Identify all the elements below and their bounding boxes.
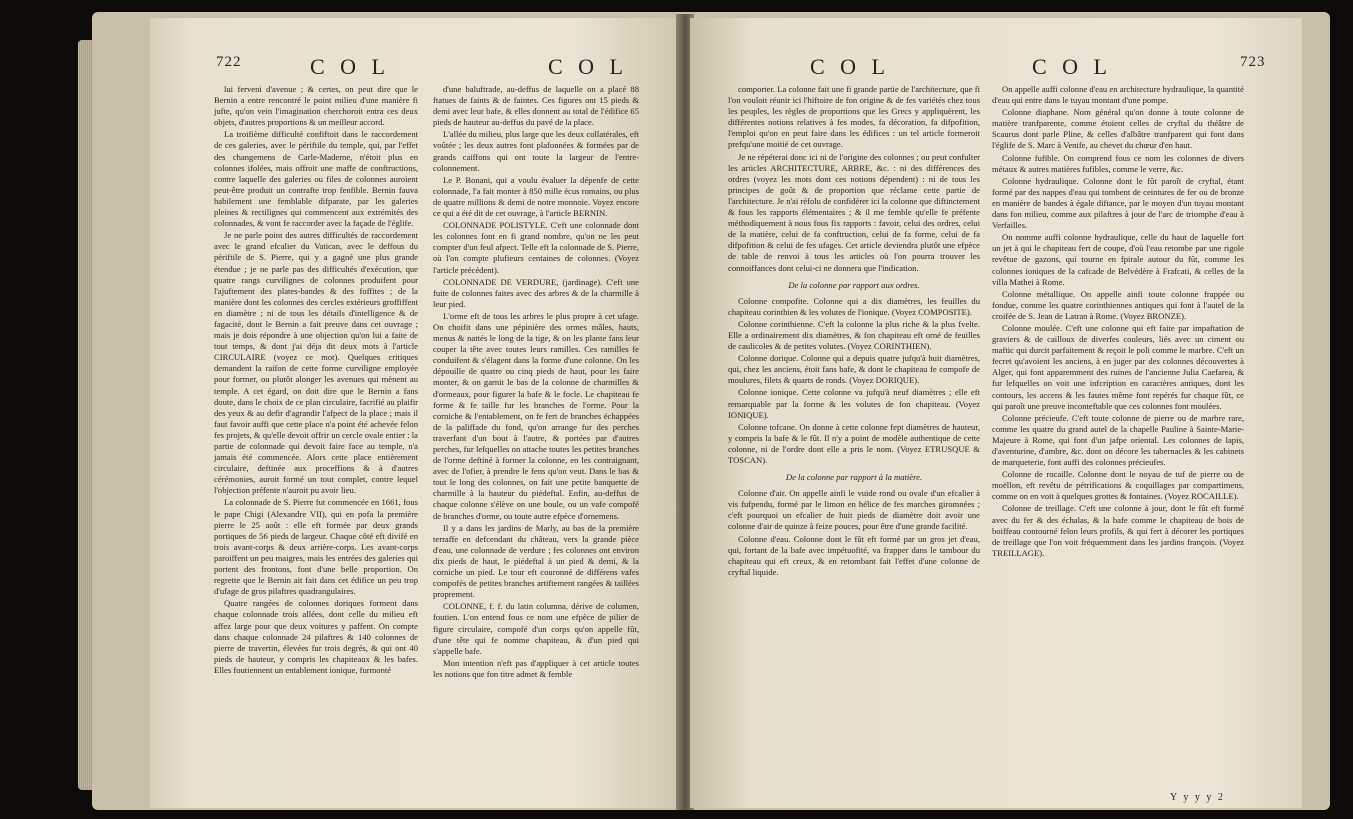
right-headword-2: C O L (1032, 54, 1112, 79)
right-page-column-1 (728, 84, 980, 806)
paragraph: On nomme auffi colonne hydraulique, celle du haut de laquelle fort un jet à qui le chapiteau fert de coupe, d'où l'eau retombe par une rigole revêtue de gazons, qui tourne en fpirale autour du fût, comme les colonnes ioniques de la cafcade de Belvédère à Frafcati, & celles de la villa Mathei à Rome. (992, 232, 1244, 287)
paragraph: COLONNADE DE VERDURE, (jardinage). C'eft une fuite de colonnes faites avec des arbres & de la charmille à leur pied. (433, 276, 639, 309)
paragraph: lui ferveni d'avenue ; & certes, on peut dire que le Bernin a entre rencontré le point milieu d'une manière fi jufte, qu'on vein l'imagination cherchoroit entra ces deux objets, d'autres proportions & un meilleur accord. (214, 84, 418, 128)
paragraph: Colonne corinthienne. C'eft la colonne la plus riche & la plus fvelte. Elle a ordinairement dix diamètres, & fon chapiteau eft orné de feuilles de caulicoles & de petites volutes. (Voyez CORINTHIEN). (728, 318, 980, 352)
section-heading: De la colonne par rapport aux ordres. (788, 279, 920, 290)
paragraph: Mon intention n'eft pas d'appliquer à cet article toutes les notions que fon titre admet & femble (433, 657, 639, 679)
paragraph: Il y a dans les jardins de Marly, au bas de la première terraffe en defcendant du château, vers la grande pièce d'eau, une colonnade de verdure ; fes colonnes ont environ dix pieds de haut, le piédeftal à un pied & demi, & la corniche un pied. Le tour eft couronné de différens vafes compofés de petites branches artiftement rangées & taillées proprement. (433, 522, 639, 600)
paragraph: La troifième difficulté confiftoit dans le raccordement de ces galeries, avec le périftile du temple, qui, par l'effet des changemens de Carle-Maderne, n'étoit plus en colonnes ifolées, mais offroit une maffe de conftructions, contre laquelle des galeries ou files de colonnes auroient peut-être produit un contrafte trop fenfible. Bernin fauva habilement une femblable difparate, par les galeries pleines & rectilignes qui commencent aux extrémités des colonnades, & vont fe raccorder avec la façade de l'églife. (214, 129, 418, 229)
signature-mark: Y y y y 2 (1170, 792, 1225, 803)
paragraph: Le P. Bonani, qui a voulu évaluer la dépenfe de cette colonnade, l'a fait monter à 850 mille écus romains, ou plus de quatre millions & demi de notre monnoie. Voyez encore ce qui a été dit de cet ouvrage, à l'article BERNIN. (433, 174, 639, 219)
paragraph: comporter. La colonne fait une fi grande partie de l'architecture, que fi l'on vouloit réunir ici l'hiftoire de fon origine & de fes variétés chez tous les peuples, les règles de proportions que les Grecs y appliquèrent, les différentes notions relatives à fes modes, fa décoration, fa difpofition, l'emploi qu'on en peut faire dans les édifices : un tel article formeroit prefqu'une moitié de cet ouvrage. (728, 84, 980, 150)
paragraph: Colonne d'air. On appelle ainfi le vuide rond ou ovale d'un efcalier à vis fufpendu, formé par le limon en hélice de fes marches giromnées ; c'eft pourquoi un efcalier de huit pieds de diamètre doit avoir une colonne d'air de quinze à feize pouces, pour être d'une grande facilité. (728, 488, 980, 532)
left-running-head (150, 54, 680, 84)
right-page (690, 18, 1302, 808)
paragraph: Colonne fufible. On comprend fous ce nom les colonnes de divers métaux & autres matières fufibles, comme le verre, &c. (992, 152, 1244, 174)
paragraph: COLONNE, f. f. du latin columna, dérive de columen, foutien. L'on entend fous ce nom une efpèce de pilier de figure circulaire, compofé d'un corps qu'on appelle fût, d'une tête qui fe nomme chapiteau, & d'un pied qui s'appelle bafe. (433, 601, 639, 656)
left-page-number: 722 (216, 54, 242, 70)
paragraph: Colonne métallique. On appelle ainfi toute colonne frappée ou fondue, comme les quatre corinthiennes antiques qui font à l'autel de la croifée de S. Jean de Latran à Rome. (Voyez BRONZE). (992, 288, 1244, 321)
paragraph: Colonne compofite. Colonne qui a dix diamètres, les feuilles du chapiteau corinthien & les volutes de l'ionique. (Voyez COMPOSITE). (728, 295, 980, 317)
left-headword-1: C O L (310, 54, 390, 79)
paragraph: On appelle auffi colonne d'eau en architecture hydraulique, la quantité d'eau qui entre dans le tuyau montant d'une pompe. (992, 84, 1244, 106)
right-page-column-2 (992, 84, 1244, 794)
paragraph: Colonne de treillage. C'eft une colonne à jour, dont le fût eft formé avec du fer & des échalas, & la bafe comme le chapiteau de bois de boiffeau contourné felon leurs profils, & qui fert à décorer les portiques de treillage que l'on voit fréquemment dans les jardins françois. (Voyez TREILLAGE). (992, 503, 1244, 558)
paragraph: COLONNADE POLISTYLE. C'eft une colonnade dont les colonnes font en fi grand nombre, qu'on ne les peut compter d'un feul afpect. Telle eft la colonnade de S. Pierre, où l'on compte plufieurs centaines de colonnes. (Voyez l'article précédent). (433, 220, 639, 275)
paragraph: Colonne dorique. Colonne qui a depuis quatre jufqu'à huit diamètres, qui, chez les anciens, étoit fans bafe, & dont le chapiteau fe compofe de moulures, filets & quarts de ronds. (Voyez DORIQUE). (728, 353, 980, 386)
paragraph: Je ne parle point des autres difficultés de raccordement avec le grand efcalier du Vatican, avec le deffous du périftile de S. Pierre, qui y a gagné une plus grande étendue ; je ne parle pas des difficultés d'exécution, que quatre rangs curvilignes de colonnes produifent pour l'ajuftement des plates-bandes & des foffites ; de la manière dont les colonnes des cercles extérieurs groffiffent en diamètre ; ni de tous les détails d'intelligence & de fagacité, dont le Bernin a fait preuve dans cet ouvrage ; mais je dois répondre à une objection qu'on lui a faite de tout temps, & dont j'ai déja dit deux mots à l'article CIRCULAIRE (voyez ce mot). Quelques critiques demandent la raifon de cette forme curviligne employée pour former, ou plutôt alonger les avenues qui mènent au temple. A cet égard, on doit dire que le Bernin a fans doute, dans le choix de ce plan circulaire, facrifié au plaifir des yeux & au defir d'agrandir l'afpect de la place ; mais il faut favoir auffi que cette place n'a point été achevée felon fes projets, & qu'elle devoit offrir un cercle ovale entier : la partie de colonnade qui devoit faire face au temple, n'a jamais été commencée. Alors cette place entièrement circulaire, deftinée aux proceffions & à d'autres cérémonies, auroit formé un tout complet, contre lequel l'objection préfente n'auroit pu avoir lieu. (214, 230, 418, 496)
paragraph: Colonne de rocaille. Colonne dont le noyau de tuf de pierre ou de moëllon, eft revêtu de pétrifications & coquillages par compartimens, comme on en voit à quelques grottes & fontaines. (Voyez ROCAILLE). (992, 469, 1244, 502)
paragraph: d'une baluftrade, au-deffus de laquelle on a placé 88 ftatues de faints & de faintes. Ces figures ont 15 pieds & demi avec leur bafe, & elles donnent au total de l'édifice 65 pieds de hauteur au-deffus du pavé de la place. (433, 84, 639, 128)
paragraph: L'allée du milieu, plus large que les deux collatérales, eft voûtée ; les deux autres font plafonnées & formées par de grands caiffons qui ont toute la largeur de l'entre-colonnement. (433, 129, 639, 173)
right-headword-1: C O L (810, 54, 890, 79)
right-running-head (690, 54, 1302, 84)
paragraph: Colonne tofcane. On donne à cette colonne fept diamètres de hauteur, y compris la bafe & le fût. Il n'y a point de modèle authentique de cette colonne, ni de l'ordre dont elle a pris le nom. (Voyez ETRUSQUE & TOSCAN). (728, 421, 980, 465)
paragraph: Colonne ionique. Cette colonne va jufqu'à neuf diamètres ; elle eft remarquable par la forme & les volutes de fon chapiteau. (Voyez IONIQUE). (728, 387, 980, 420)
paragraph: Quatre rangées de colonnes doriques forment dans chaque colonnade trois allées, dont celle du milieu eft affez large pour que deux voitures y paffent. On compte dans chaque colonnade 24 pilaftres & 140 colonnes de pierre de travertin, élevées fur trois degrés, & qui ont 40 pieds de hauteur, y compris les chapiteaux & les bafes. Elles foutiennent un entablement ionique, furmonté (214, 598, 418, 675)
paragraph: Colonne précieufe. C'eft toute colonne de pierre ou de marbre rare, comme les quatre du grand autel de la chapelle Pauline à Sainte-Marie-Majeure à Rome, qui font d'un jafpe oriental. Les colonnes de lapis, d'aventurine, d'ambre, &c. dont on décore les tabernacles & les cabinets de marqueterie, font auffi des colonnes précieufes. (992, 412, 1244, 468)
left-page-column-2 (433, 84, 639, 806)
section-heading: De la colonne par rapport à la matière. (785, 472, 923, 483)
paragraph: L'orme eft de tous les arbres le plus propre à cet ufage. On choifit dans une pépinière des ormes mâles, hauts, menus & nattés le long de la tige, & on les plante fans leur couper la tête avec toutes leurs ramilles. Ces ramilles fe conduifent & s'élagent dans la forme d'une colonne. On les dépouille de quatre ou cinq pieds de haut, pour les faire monter, & on garnit le bas de la colonne de charmilles & d'ormeaux, pour figurer la bafe & le focle. Le chapiteau fe forme & fe taille fur les branches de l'orme. Pour la corniche & l'entablement, on fe fert de branches échappées de la paliffade du fond, qu'on arrange fur des perches traverfant d'un bout à l'autre, & portées par d'autres perches, fur lefquelles on attache toutes les petites branches de l'orme deftiné à former la colonne, en les contraignant, avec de l'ofier, à prendre le fens qu'on veut. Dans le bas & tout le long des colonnes, on fait une petite banquette de charmille à la hauteur du piédeftal. Enfin, au-deffus de chaque colonne s'élève on une boule, ou un vafe compofé de branches d'orme, ou toute autre efpèce d'ornemens. (433, 310, 639, 521)
paragraph: La colonnade de S. Pierre fut commencée en 1661, fous le pape Chigi (Alexandre VII), qui en pofa la première pierre le 25 août : elle eft formée par deux grands portiques de 56 pieds de largeur. Chaque côté eft divifé en trois avant-corps & deux arrière-corps. Les avant-corps paroiffent un peu maigres, mais les entrées des galeries qui portent des frontons, font d'une belle proportion. On regrette que le Bernin ait fait dans cet édifice un peu trop d'ufage de gros pilaftres quadrangulaires. (214, 497, 418, 597)
left-page (150, 18, 680, 808)
right-page-number: 723 (1240, 54, 1266, 70)
paragraph: Je ne répéterai donc ici ni de l'origine des colonnes ; ou peut confulter les articles ARCHITECTURE, ARBRE, &c. : ni des différences des ordres (voyez les mots dont ces notions dépendent) : ni de tous les principes de goût & de proportion que réclame cette partie de l'architecture. Je n'ai réfolu de confidérer ici la colonne que diftinctement & fous les rapports élémentaires ; & il me femble qu'elle fe préfente méthodiquement à nous fous fix rapports : favoir, celui des ordres, celui de la matière, celui de fa conftruction, celui de fa forme, celui de fa difpofition & celui de fes ufages. Cet article deviendra plutôt une efpèce de table de renvoi à tous les articles où l'on pourra trouver les connoiffances dont celui-ci ne donnera que l'indication. (728, 151, 980, 273)
left-headword-2: C O L (548, 54, 628, 79)
paragraph: Colonne d'eau. Colonne dont le fût eft formé par un gros jet d'eau, qui, fortant de la bafe avec impétuofité, va frapper dans le tambour du chapiteau qui eft creux, & en retombant fait l'effet d'une colonne de cryftal liquide. (728, 533, 980, 577)
paragraph: Colonne moulée. C'eft une colonne qui eft faite par impaftation de graviers & de cailloux de diverfes couleurs, liés avec un ciment ou maftic qui durcit parfaitement & reçoit le poli comme le marbre. C'eft un fecret qu'avoient les anciens, à en juger par des colonnes découvertes à Alger, qui font apparemment des ruines de l'ancienne Julia Caefarea, & fur lefquelles on voit une infcription en caractères antiques, dont les contours, les accens & les fautes même font repérés fur chaque fût, ce qui paroît une preuve inconteftable que ces colonnes font moulées. (992, 322, 1244, 411)
paragraph: Colonne diaphane. Nom général qu'on donne à toute colonne de matière tranfparente, comme étoient celles de cryftal du théâtre de Scaurus dont parle Pline, & celles d'albâtre tranfparent qui font dans l'églife de S. Marc à Venife, au chevet du chœur d'en haut. (992, 107, 1244, 151)
paragraph: Colonne hydraulique. Colonne dont le fût paroît de cryftal, étant formé par des nappes d'eau qui tombent de ceintures de fer ou de bronze en manière de bandes à égale diftance, par le moyen d'un tuyau montant dans fon milieu, comme aux pilaftres à jour de l'arc de triomphe d'eau à Verfailles. (992, 175, 1244, 231)
left-page-column-1 (214, 84, 418, 806)
